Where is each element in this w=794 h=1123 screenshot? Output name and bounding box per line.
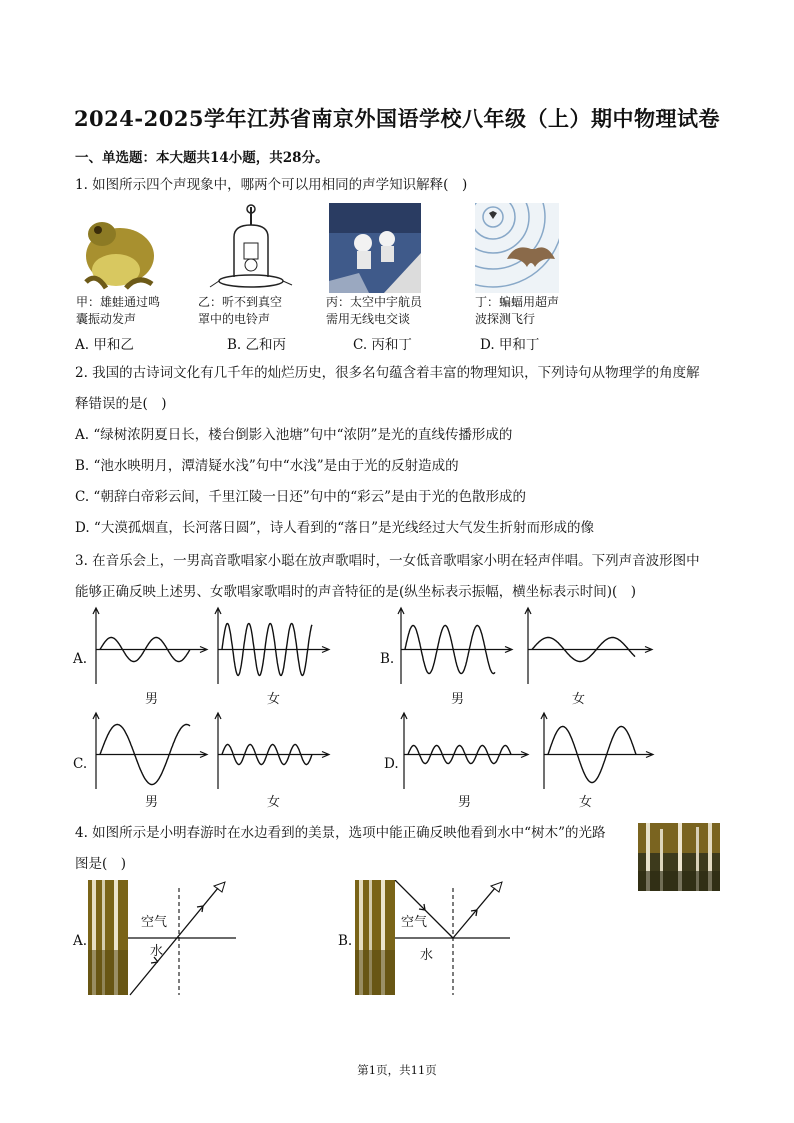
label-male-c: 男	[145, 795, 159, 810]
label-female-b: 女	[572, 692, 586, 707]
page-title: 2024-2025学年江苏省南京外国语学校八年级（上）期中物理试卷	[73, 106, 721, 131]
page-footer: 第1页，共11页	[357, 1063, 437, 1077]
bat-image	[475, 203, 559, 293]
q2-stem-line1: 2. 我国的古诗词文化有几千年的灿烂历史，很多名句蕴含着丰富的物理知识，下列诗句从物理学的角度解	[75, 365, 700, 381]
waveform-b-female	[520, 605, 655, 690]
caption-bell: 乙：听不到真空 罩中的电铃声	[198, 295, 283, 326]
q4-option-b[interactable]: B.	[338, 933, 353, 949]
q4-stem-line1: 4. 如图所示是小明春游时在水边看到的美景，选项中能正确反映他看到水中“树木”的光路	[75, 825, 606, 841]
label-female-c: 女	[267, 795, 281, 810]
label-air-a: 空气	[141, 915, 168, 930]
waveform-c-female	[210, 710, 332, 795]
caption-frog: 甲：雄蛙通过鸣 囊振动发声	[76, 295, 161, 326]
section-heading: 一、单选题：本大题共14小题，共28分。	[75, 150, 329, 166]
light-path-diagram-a	[88, 880, 248, 998]
astronaut-image	[329, 203, 421, 293]
label-female-a: 女	[267, 692, 281, 707]
label-female-d: 女	[579, 795, 593, 810]
q1-stem: 1. 如图所示四个声现象中，哪两个可以用相同的声学知识解释( )	[75, 177, 468, 193]
q3-stem-line2: 能够正确反映上述男、女歌唱家歌唱时的声音特征的是(纵坐标表示振幅，横坐标表示时间)( )	[75, 584, 637, 600]
light-path-diagram-b	[355, 880, 515, 998]
waveform-a-female	[210, 605, 332, 690]
q4-stem-line2: 图是( )	[75, 856, 127, 872]
label-air-b: 空气	[401, 915, 428, 930]
q4-option-a[interactable]: A.	[73, 933, 88, 949]
q3-option-d[interactable]: D.	[384, 756, 399, 772]
vacuum-bell-image	[206, 203, 296, 293]
q3-stem-line1: 3. 在音乐会上，一男高音歌唱家小聪在放声歌唱时，一女低音歌唱家小明在轻声伴唱。下列声音波形图中	[75, 553, 700, 569]
q2-stem-line2: 释错误的是( )	[75, 396, 167, 412]
q3-option-b[interactable]: B.	[380, 651, 395, 667]
waveform-d-male	[396, 710, 531, 795]
waveform-a-male	[88, 605, 210, 690]
q3-option-a[interactable]: A.	[73, 651, 88, 667]
q1-option-a[interactable]: A. 甲和乙	[75, 337, 134, 353]
waterside-trees-photo	[638, 823, 720, 891]
caption-astronaut: 丙：太空中宇航员 需用无线电交谈	[326, 295, 423, 326]
q1-option-c[interactable]: C. 丙和丁	[353, 337, 412, 353]
waveform-b-male	[393, 605, 515, 690]
label-male-a: 男	[145, 692, 159, 707]
caption-bat: 丁：蝙蝠用超声 波探测飞行	[475, 295, 560, 326]
q1-option-b[interactable]: B. 乙和丙	[227, 337, 287, 353]
waveform-c-male	[88, 710, 210, 795]
label-water-a: 水	[150, 944, 164, 959]
label-male-b: 男	[451, 692, 465, 707]
q2-option-d[interactable]: D. “大漠孤烟直，长河落日圆”，诗人看到的“落日”是光线经过大气发生折射而形成的像	[75, 520, 595, 536]
q3-option-c[interactable]: C.	[73, 756, 88, 772]
q1-option-d[interactable]: D. 甲和丁	[480, 337, 540, 353]
waveform-d-female	[536, 710, 656, 795]
frog-image	[76, 212, 158, 292]
q2-option-c[interactable]: C. “朝辞白帝彩云间，千里江陵一日还”句中的“彩云”是由于光的色散形成的	[75, 489, 527, 505]
label-water-b: 水	[420, 948, 434, 963]
q2-option-b[interactable]: B. “池水映明月，潭清疑水浅”句中“水浅”是由于光的反射造成的	[75, 458, 459, 474]
label-male-d: 男	[458, 795, 472, 810]
q2-option-a[interactable]: A. “绿树浓阴夏日长，楼台倒影入池塘”句中“浓阴”是光的直线传播形成的	[75, 427, 513, 443]
